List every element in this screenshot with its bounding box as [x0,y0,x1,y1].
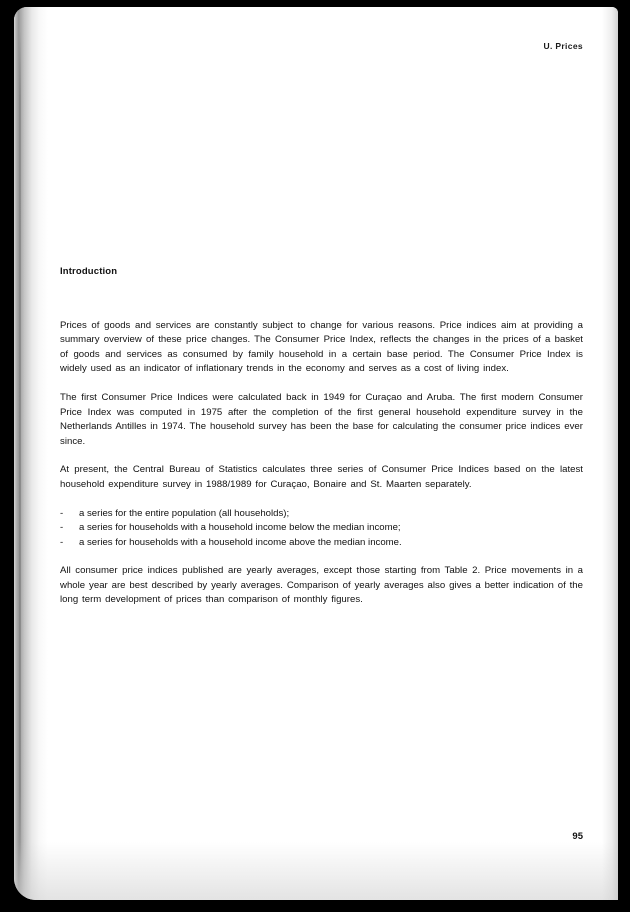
paragraph-current-series: At present, the Central Bureau of Statistics calculates three series of Consumer Price Indices based on the latest household expenditure survey in 1988/1989 for Curaçao, Bonaire and St. Maarten separately. [60,464,583,490]
section-heading: Introduction [60,266,118,277]
page-number: 95 [572,831,583,842]
binding-gutter-shadow [14,7,48,900]
list-item-label: a series for the entire population (all households); [79,507,290,519]
list-item [60,507,583,521]
running-head: U. Prices [543,41,583,51]
list-item-label: a series for households with a household income below the median income; [79,522,401,534]
list-bullet-icon: - [60,507,64,519]
page-sheet [14,7,618,900]
right-edge-shadow [602,7,618,900]
page-content [60,7,583,900]
paragraph-history: The first Consumer Price Indices were calculated back in 1949 for Curaçao and Aruba. The first modern Consumer Price Index was computed in 1975 after the completion of the first general household expenditure survey in the Netherlands Antilles in 1974. The household survey has been the base for calculating the consumer price indices ever since. [60,392,583,447]
series-list [60,507,583,550]
list-bullet-icon: - [60,536,64,548]
paragraph-yearly-averages: All consumer price indices published are yearly averages, except those starting from Table 2. Price movements in a whole year are best described by yearly averages. Comparison of yearly averages also gives a better indication of the long term development of prices than comparison of monthly figures. [60,565,583,606]
list-bullet-icon: - [60,522,64,534]
list-item [60,536,583,550]
body-text-block [60,319,583,608]
list-item [60,521,583,535]
list-item-label: a series for households with a household income above the median income. [79,536,402,548]
binding-crease-line [19,31,21,876]
paragraph-intro: Prices of goods and services are constantly subject to change for various reasons. Price indices aim at providing a summary overview of these price changes. The Consumer Price Index, reflects the changes in the prices of a basket of goods and services as consumed by family household in a certain base period. The Consumer Price Index is widely used as an indicator of inflationary trends in the economy and serves as a cost of living index. [60,320,583,375]
